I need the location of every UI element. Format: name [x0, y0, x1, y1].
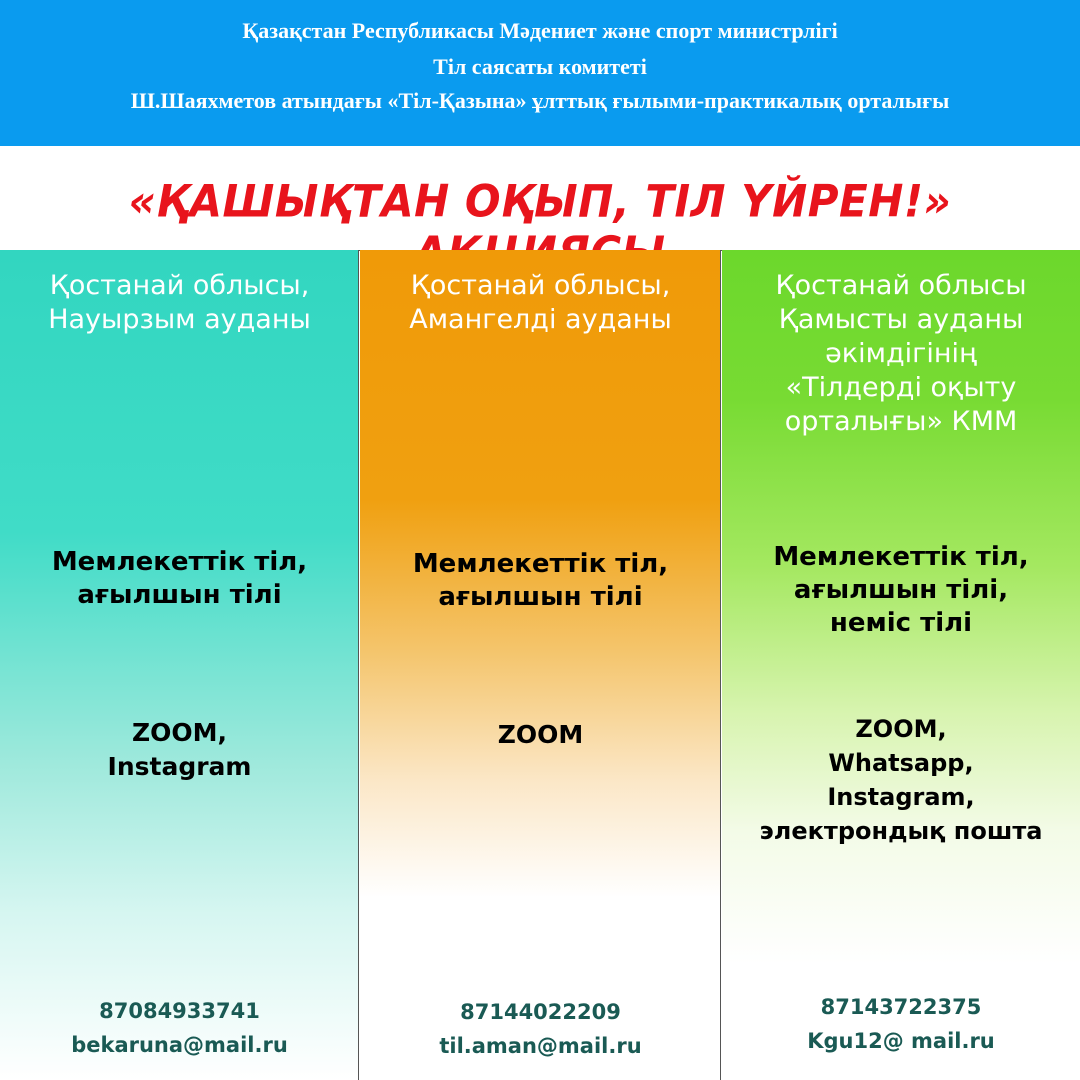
contacts — [0, 994, 359, 1062]
region-line: Қостанай облысы, — [49, 270, 310, 301]
language-line: ағылшын тілі — [77, 580, 282, 610]
campaign-title: «ҚАШЫҚТАН ОҚЫП, ТІЛ ҮЙРЕН!» — [128, 175, 952, 227]
region-label — [0, 269, 359, 337]
region-line: «Тілдерді оқыту — [785, 372, 1017, 403]
phone-number: 87084933741 — [99, 999, 260, 1023]
region-label — [360, 269, 721, 337]
phone-number: 87143722375 — [820, 995, 982, 1019]
region-line: Қостанай облысы, — [410, 270, 671, 301]
region-line: Қамысты ауданы — [778, 304, 1024, 335]
languages-label — [360, 548, 721, 614]
platform-line: Instagram — [107, 752, 252, 781]
column-nauyrzym — [0, 250, 359, 1080]
region-line: орталығы» КММ — [784, 406, 1018, 437]
column-kamysty — [722, 250, 1080, 1080]
languages-label — [0, 546, 359, 612]
column-amangeldi — [360, 250, 721, 1080]
platform-line: ZOOM, — [855, 715, 947, 743]
language-line: ағылшын тілі, — [793, 575, 1009, 605]
language-line: Мемлекеттік тіл, — [773, 542, 1029, 572]
platform-line: ZOOM — [497, 720, 584, 749]
region-line: Науырзым ауданы — [48, 304, 311, 335]
ministry-header — [0, 0, 1080, 146]
header-center-line: Ш.Шаяхметов атындағы «Тіл-Қазына» ұлттық ғылыми-практикалық орталығы — [130, 88, 950, 113]
region-line: әкімдігінің — [825, 338, 977, 369]
email-address: til.aman@mail.ru — [439, 1034, 642, 1058]
email-address: bekaruna@mail.ru — [71, 1033, 288, 1057]
region-line: Амангелді ауданы — [409, 304, 672, 335]
platforms-label — [360, 718, 721, 752]
languages-label — [722, 541, 1080, 640]
platform-line: Whatsapp, — [828, 749, 974, 777]
email-address: Kgu12@ mail.ru — [807, 1029, 995, 1053]
contacts — [722, 990, 1080, 1058]
language-line: Мемлекеттік тіл, — [412, 549, 669, 579]
platforms-label — [722, 712, 1080, 848]
header-ministry-line: Қазақстан Республикасы Мәдениет және спорт министрлігі — [242, 18, 838, 43]
region-label — [722, 269, 1080, 439]
region-line: Қостанай облысы — [775, 270, 1027, 301]
platform-line: Instagram, — [827, 783, 975, 811]
language-line: ағылшын тілі — [438, 582, 643, 612]
language-line: Мемлекеттік тіл, — [51, 547, 308, 577]
platform-line: электрондық пошта — [759, 817, 1043, 845]
header-committee-line: Тіл саясаты комитеті — [433, 54, 647, 79]
phone-number: 87144022209 — [460, 1000, 621, 1024]
language-line: неміс тілі — [829, 608, 973, 638]
platform-line: ZOOM, — [131, 718, 227, 747]
platforms-label — [0, 716, 359, 784]
contacts — [360, 995, 721, 1063]
